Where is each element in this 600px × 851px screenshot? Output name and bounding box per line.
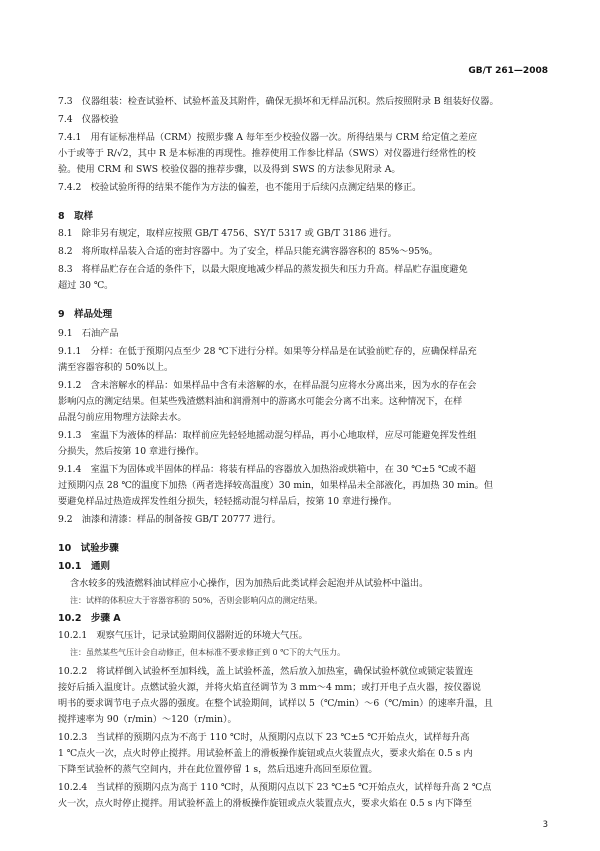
text-line: 满至容器容积的 50%以上。 [58,362,174,373]
text-line: 火一次，点火时停止搅拌。用试验杯盖上的滑板操作旋钮或点火装置点火，要求火焰在 0.5 s 内下降至 [58,798,472,809]
note-text: 注：虽然某些气压计会自动修正，但本标准不要求修正到 0 ℃下的大气压力。 [70,648,346,657]
text-line: 1 ℃点火一次，点火时停止搅拌。用试验杯盖上的滑板操作旋钮或点火装置点火，要求火焰在 0.5 s 内 [58,748,473,759]
text-line: 7.3 仪器组装：检查试验杯、试验杯盖及其附件，确保无损坏和无样品沉积。然后按照附录 B 组装好仪器。 [58,96,499,107]
standard-code: GB/T 261—2008 [468,66,548,76]
subsection-heading: 7.4 仪器校验 [58,114,119,125]
text-line: 10.2.3 当试样的预期闪点为不高于 110 ℃时，从预期闪点以下 23 ℃±5 ℃开始点火，试样每升高 [58,732,470,743]
text-line: 接好后插入温度计。点燃试验火源，并将火焰直径调节为 3 mm～4 mm；或打开电子点火器，按仪器说 [58,682,481,693]
text-line: 9.1.4 室温下为固体或半固体的样品：将装有样品的容器放入加热浴或烘箱中，在 30 ℃±5 ℃或不超 [58,464,476,475]
text-line: 影响闪点的测定结果。但某些残渣燃料油和润滑剂中的游离水可能会分离不出来。这种情况下，在样 [58,396,463,407]
text-line: 小于或等于 R/√2，其中 R 是本标准的再现性。推荐使用工作参比样品（SWS）对仪器进行经常性的校 [58,148,476,159]
text-line: 7.4.1 用有证标准样品（CRM）按照步骤 A 每年至少校验仪器一次。所得结果与 CRM 给定值之差应 [58,132,478,143]
text-line: 含水较多的残渣燃料油试样应小心操作，因为加热后此类试样会起泡并从试验杯中溢出。 [70,578,429,589]
text-line: 品混匀前应用物理方法除去水。 [58,412,187,423]
text-line: 验。使用 CRM 和 SWS 校验仪器的推荐步骤，以及得到 SWS 的方法参见附录 A。 [58,164,401,175]
text-line: 8.2 将所取样品装入合适的密封容器中。为了安全，样品只能充满容器容积的 85%～95%。 [58,246,438,257]
text-line: 7.4.2 校验试验所得的结果不能作为方法的偏差，也不能用于后续闪点测定结果的修正。 [58,182,422,193]
text-line: 9.1.1 分样：在低于预期闪点至少 28 ℃下进行分样。如果等分样品是在试验前贮存的，应确保样品充 [58,346,477,357]
note-text: 注：试样的体积应大于容器容积的 50%，否则会影响闪点的测定结果。 [70,596,323,605]
text-line: 9.2 油漆和清漆：样品的制备按 GB/T 20777 进行。 [58,514,281,525]
subsection-heading: 9.1 石油产品 [58,328,119,339]
text-line: 9.1.2 含未溶解水的样品：如果样品中含有未溶解的水，在样品混匀应将水分离出来，因为水的存在会 [58,380,477,391]
text-line: 分损失，然后按第 10 章进行操作。 [58,446,205,457]
text-line: 8.1 除非另有规定，取样应按照 GB/T 4756、SY/T 5317 或 GB/T 3186 进行。 [58,228,397,239]
text-line: 10.2.4 当试样的预期闪点为高于 110 ℃时，从预期闪点以下 23 ℃±5 ℃开始点火，试样每升高 2 ℃点 [58,782,492,793]
section-heading: 8 取样 [58,211,94,222]
text-line: 10.2.2 将试样倒入试验杯至加料线，盖上试验杯盖，然后放入加热室，确保试验杯就位或锁定装置连 [58,666,474,677]
section-heading: 10 试验步骤 [58,543,119,554]
text-line: 过预期闪点 28 ℃的温度下加热（两者选择较高温度）30 min，如果样品未全部液化，再加热 30 min。但 [58,480,494,491]
text-line: 8.3 将样品贮存在合适的条件下，以最大限度地减少样品的蒸发损失和压力升高。样品贮存温度避免 [58,264,468,275]
text-line: 下降至试验杯的蒸气空间内，并在此位置停留 1 s，然后迅速升高回至原位置。 [58,764,378,775]
text-line: 明书的要求调节电子点火器的强度。在整个试验期间，试样以 5（℃/min）～6（℃/min）的速率升温，且 [58,698,493,709]
subsection-heading: 10.2 步骤 A [58,613,121,624]
text-line: 要避免样品过热造成挥发性组分损失，轻轻摇动混匀样品后，按第 10 章进行操作。 [58,496,398,507]
section-heading: 9 样品处理 [58,309,113,320]
page-number: 3 [542,820,548,830]
text-line: 超过 30 ℃。 [58,280,114,291]
subsection-heading: 10.1 通则 [58,561,110,572]
text-line: 10.2.1 观察气压计，记录试验期间仪器附近的环境大气压。 [58,630,308,641]
text-line: 9.1.3 室温下为液体的样品：取样前应先轻轻地摇动混匀样品，再小心地取样，应尽可能避免挥发性组 [58,430,477,441]
text-line: 搅拌速率为 90（r/min）～120（r/min）。 [58,714,237,725]
